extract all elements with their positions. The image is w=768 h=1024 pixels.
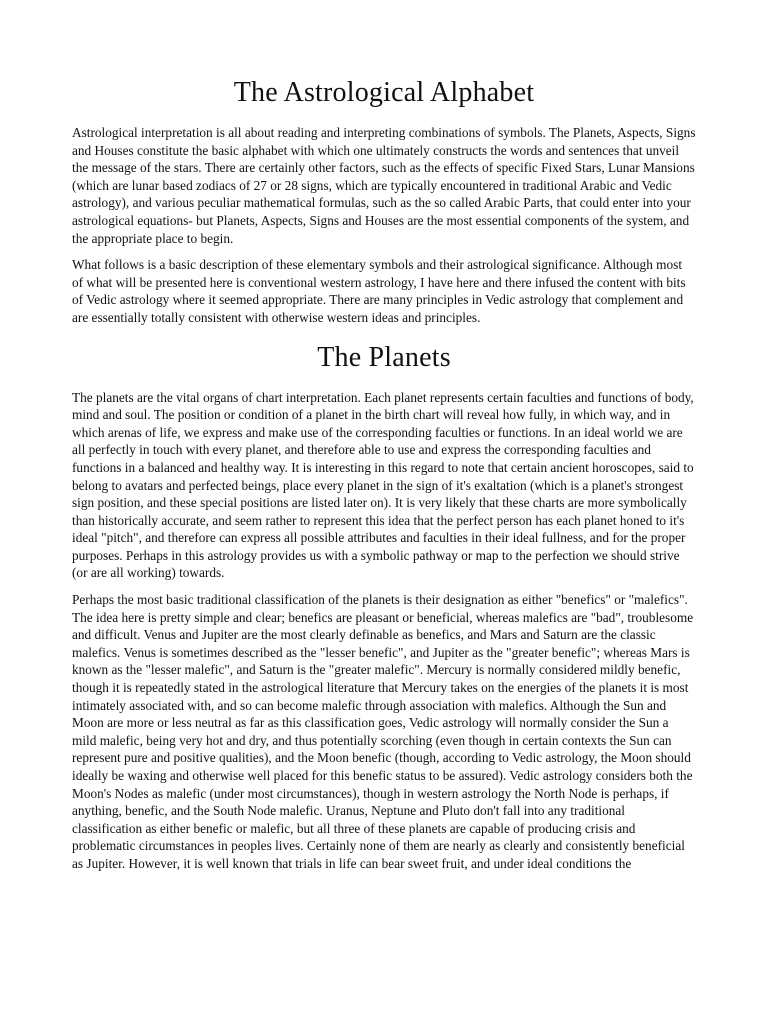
section-paragraph-1: The planets are the vital organs of chart interpretation. Each planet represents certain faculties and functions of body, mind and soul. The position or condition of a planet in the birth chart will reveal how fully, in which way, and in which arenas of life, we express and make use of the corresponding faculties or functions. In an ideal world we are all perfectly in touch with every planet, and therefore able to use and express the corresponding faculties and functions in a balanced and healthy way. It is interesting in this regard to note that certain ancient horoscopes, said to belong to avatars and perfected beings, place every planet in the sign of it's exaltation (which is a planet's strongest sign position, and these special positions are listed later on). It is very likely that these charts are more symbolically than historically accurate, and seem rather to represent this idea that the perfect person has each planet honed to it's ideal "pitch", and therefore can express all possible attributes and faculties in their ideal fullness, and for the proper purposes. Perhaps in this astrology provides us with a symbolic pathway or map to the perfection we should strive (or are all working) towards.	[72, 389, 694, 581]
section-paragraph-2: Perhaps the most basic traditional classification of the planets is their designation as either "benefics" or "malefics". The idea here is pretty simple and clear; benefics are pleasant or beneficial, whereas malefics are "bad", troublesome and difficult. Venus and Jupiter are the most clearly definable as benefics, and Mars and Saturn are the classic malefics. Venus is sometimes described as the "lesser benefic", and Jupiter as the "greater benefic"; whereas Mars is known as the "lesser malefic", and Saturn is the "greater malefic". Mercury is normally considered mildly benefic, though it is repeatedly stated in the astrological literature that Mercury takes on the energies of the planets it is most intimately associated with, and so can become malefic through association with malefics. Although the Sun and Moon are more or less neutral as far as this classification goes, Vedic astrology will normally consider the Sun a mild malefic, being very hot and dry, and thus potentially scorching (even though in certain contexts the Sun can represent pure and positive qualities), and the Moon benefic (though, according to Vedic astrology, the Moon should ideally be waxing and otherwise well placed for this benefic status to be assured). Vedic astrology considers both the Moon's Nodes as malefic (under most circumstances), though in western astrology the North Node is perhaps, if anything, benefic, and the South Node malefic. Uranus, Neptune and Pluto don't fall into any traditional classification as either benefic or malefic, but all three of these planets are capable of producing crisis and problematic circumstances in peoples lives. Certainly none of them are nearly as clearly and consistently beneficial as Jupiter. However, it is well known that trials in life can bear sweet fruit, and under ideal conditions the	[72, 592, 694, 871]
section-title: The Planets	[317, 341, 451, 373]
intro-paragraph-2: What follows is a basic description of these elementary symbols and their astrological significance. Although most of what will be presented here is conventional western astrology, I have here and there infused the content with bits of Vedic astrology where it seemed appropriate. There are many principles in Vedic astrology that complement and are essentially totally consistent with otherwise western ideas and principles.	[72, 257, 686, 325]
intro-paragraph-1: Astrological interpretation is all about reading and interpreting combinations of symbols. The Planets, Aspects, Signs and Houses constitute the basic alphabet with which one ultimately constructs the words and sentences that unveil the message of the stars. There are certainly other factors, such as the effects of specific Fixed Stars, Lunar Mansions (which are lunar based zodiacs of 27 or 28 signs, which are typically encountered in traditional Arabic and Vedic astrology), and various peculiar mathematical formulas, such as the so called Arabic Parts, that could enter into your astrological equations- but Planets, Aspects, Signs and Houses are the most essential components of the system, and the appropriate place to begin.	[72, 125, 696, 246]
document-title: The Astrological Alphabet	[233, 77, 535, 108]
